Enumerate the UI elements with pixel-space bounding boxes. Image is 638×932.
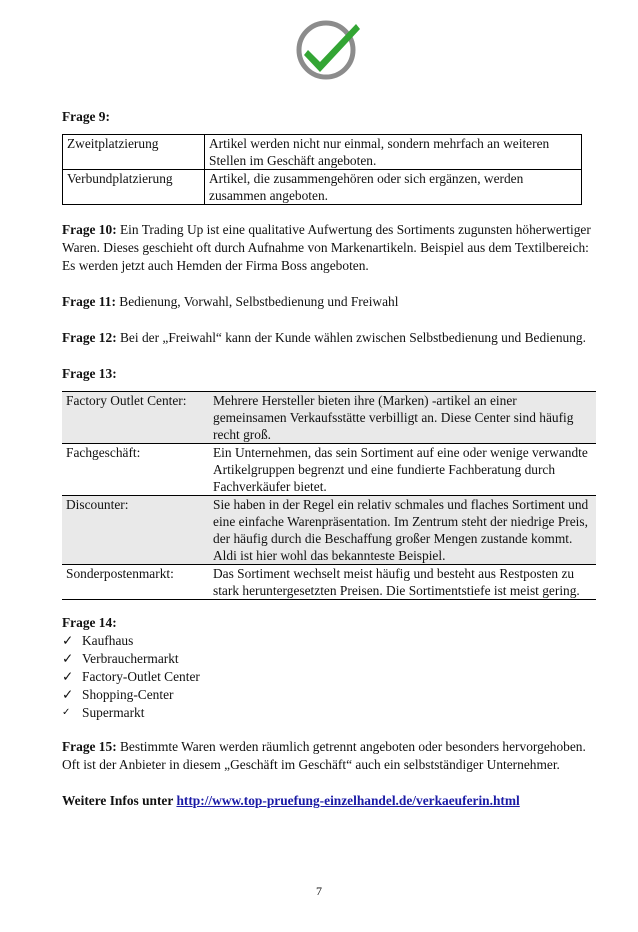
table-term: Zweitplatzierung — [63, 135, 205, 170]
question-15 — [62, 738, 596, 774]
checkmark-icon: ✓ — [62, 707, 71, 718]
green-checkmark-circle-icon — [294, 12, 366, 84]
question-14-title: Frage 14: — [62, 615, 117, 630]
more-info-link[interactable]: http://www.top-pruefung-einzelhandel.de/verkaeuferin.html — [176, 793, 520, 808]
list-item: ✓ Shopping-Center — [62, 687, 174, 702]
list-item: ✓ Supermarkt — [62, 705, 145, 720]
table-row — [62, 392, 596, 444]
table-term: Fachgeschäft: — [62, 444, 209, 496]
table-term: Discounter: — [62, 496, 209, 565]
question-13-title: Frage 13: — [62, 366, 117, 381]
table-description: Das Sortiment wechselt meist häufig und besteht aus Restposten zu stark heruntergesetzten Preisen. Die Sortimentstiefe ist meist gering. — [209, 565, 596, 600]
question-11 — [62, 293, 596, 311]
question-12-text: Bei der „Freiwahl“ kann der Kunde wählen zwischen Selbstbedienung und Bedienung. — [116, 330, 586, 345]
list-item: ✓ Kaufhaus — [62, 633, 134, 648]
table-term: Factory Outlet Center: — [62, 392, 209, 444]
question-13-table — [62, 391, 596, 600]
table-term: Sonderpostenmarkt: — [62, 565, 209, 600]
checkmark-icon: ✓ — [62, 633, 74, 648]
checkmark-icon: ✓ — [62, 687, 74, 702]
question-11-text: Bedienung, Vorwahl, Selbstbedienung und Freiwahl — [115, 294, 399, 309]
question-10-text: Ein Trading Up ist eine qualitative Aufwertung des Sortiments zugunsten höherwertiger Waren. Dieses geschieht oft durch Aufnahme von Markenartikeln. Beispiel aus dem Textilbereich: Es werden jetzt auch Hemden der Firma Boss angeboten. — [62, 222, 591, 273]
checkmark-icon: ✓ — [62, 669, 74, 684]
question-10 — [62, 221, 596, 275]
table-description: Mehrere Hersteller bieten ihre (Marken) -artikel an einer gemeinsamen Verkaufsstätte verbilligt an. Diese Center sind häufig recht groß. — [209, 392, 596, 444]
question-10-title: Frage 10: — [62, 222, 117, 237]
question-14-list — [62, 632, 596, 722]
page-number: 7 — [316, 884, 322, 898]
question-15-text: Bestimmte Waren werden räumlich getrennt angeboten oder besonders hervorgehoben. Oft ist der Anbieter in diesem „Geschäft im Geschäft“ auch ein selbstständiger Unternehmer. — [62, 739, 586, 772]
list-item: ✓ Verbrauchermarkt — [62, 651, 179, 666]
checkmark-icon: ✓ — [62, 651, 74, 666]
table-row — [63, 170, 582, 205]
table-row — [63, 135, 582, 170]
list-item: ✓ Factory-Outlet Center — [62, 669, 200, 684]
table-row — [62, 496, 596, 565]
question-12 — [62, 329, 596, 347]
table-row — [62, 444, 596, 496]
question-9-table — [62, 134, 582, 205]
table-description: Ein Unternehmen, das sein Sortiment auf eine oder wenige verwandte Artikelgruppen begrenzt und eine fundierte Fachberatung durch Fachverkäufer bietet. — [209, 444, 596, 496]
more-info-label: Weitere Infos unter — [62, 793, 177, 808]
more-info-line — [62, 792, 596, 810]
question-15-title: Frage 15: — [62, 739, 117, 754]
question-9-title: Frage 9: — [62, 109, 110, 124]
table-description: Sie haben in der Regel ein relativ schmales und flaches Sortiment und eine einfache Warenpräsentation. Im Zentrum steht der niedrige Preis, der häufig durch die Beschaffung großer Mengen zustande kommt. Aldi ist hier wohl das bekannteste Beispiel. — [209, 496, 596, 565]
question-12-title: Frage 12: — [62, 330, 117, 345]
table-term: Verbundplatzierung — [63, 170, 205, 205]
question-11-title: Frage 11: — [62, 294, 116, 309]
document-body — [62, 108, 596, 810]
table-description: Artikel, die zusammengehören oder sich ergänzen, werden zusammen angeboten. — [205, 170, 582, 205]
table-description: Artikel werden nicht nur einmal, sondern mehrfach an weiteren Stellen im Geschäft angeboten. — [205, 135, 582, 170]
table-row — [62, 565, 596, 600]
